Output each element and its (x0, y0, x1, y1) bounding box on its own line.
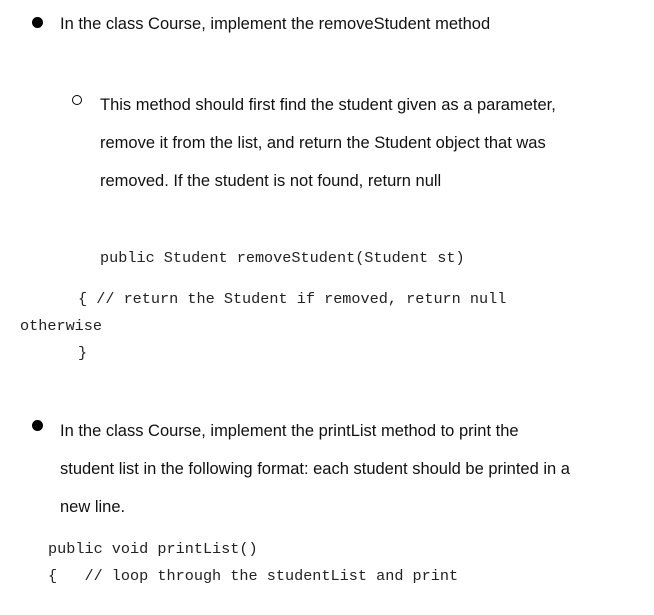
code-remove-signature: public Student removeStudent(Student st) (100, 249, 465, 267)
sub-item-1-line-2: remove it from the list, and return the Student object that was (100, 134, 546, 152)
item-1-text: In the class Course, implement the removeStudent method (60, 15, 491, 33)
sub-item-1-line-3: removed. If the student is not found, return null (100, 172, 442, 190)
code-remove-open: { // return the Student if removed, return null (78, 290, 507, 308)
code-print-signature: public void printList() (48, 540, 258, 558)
sub-item-1-line-1: This method should first find the student given as a parameter, (100, 96, 556, 114)
code-remove-cont: otherwise (20, 317, 103, 335)
item-2-line-3: new line. (60, 498, 126, 516)
bullet-2 (32, 420, 43, 431)
code-print-open: { // loop through the studentList and print (48, 567, 459, 585)
item-2-line-2: student list in the following format: each student should be printed in a (60, 460, 570, 478)
code-remove-close: } (78, 344, 88, 362)
item-2-line-1: In the class Course, implement the printList method to print the (60, 422, 519, 440)
bullet-1 (32, 17, 43, 28)
sub-bullet-1 (72, 95, 82, 105)
